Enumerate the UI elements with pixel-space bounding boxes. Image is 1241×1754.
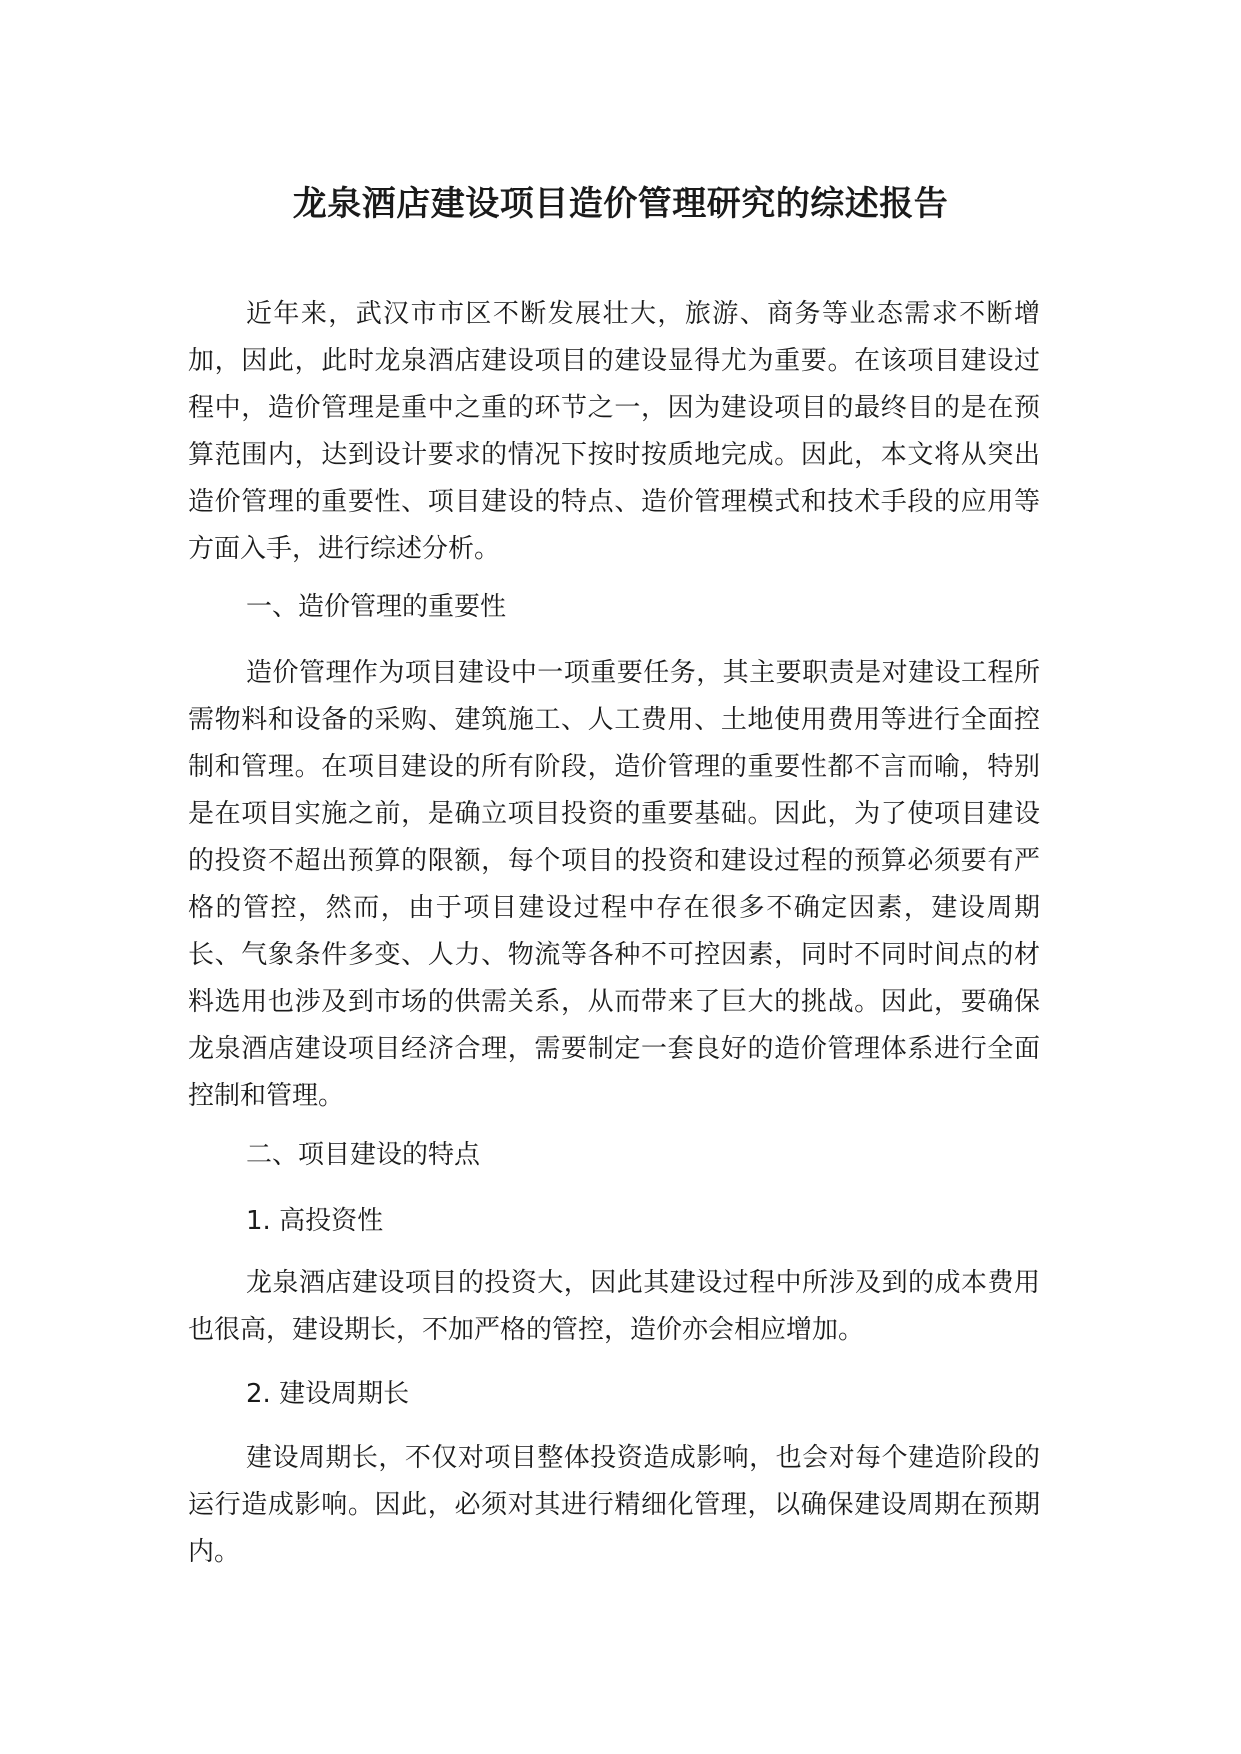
intro-paragraph: 近年来，武汉市市区不断发展壮大，旅游、商务等业态需求不断增加，因此，此时龙泉酒店建设项目的建设显得尤为重要。在该项目建设过程中，造价管理是重中之重的环节之一，因为建设项目的最终目的是在预算范围内，达到设计要求的情况下按时按质地完成。因此，本文将从突出造价管理的重要性、项目建设的特点、造价管理模式和技术手段的应用等方面入手，进行综述分析。: [188, 299, 1040, 564]
section-heading-features: 二、项目建设的特点: [246, 1140, 481, 1170]
long-construction-period-paragraph: 建设周期长，不仅对项目整体投资造成影响，也会对每个建造阶段的运行造成影响。因此，必须对其进行精细化管理，以确保建设周期在预期内。: [188, 1443, 1040, 1567]
subheading-high-investment: 1. 高投资性: [246, 1206, 384, 1236]
section-heading-importance: 一、造价管理的重要性: [246, 592, 507, 622]
document-title: 龙泉酒店建设项目造价管理研究的综述报告: [292, 184, 949, 224]
section-importance-paragraph: 造价管理作为项目建设中一项重要任务，其主要职责是对建设工程所需物料和设备的采购、建筑施工、人工费用、土地使用费用等进行全面控制和管理。在项目建设的所有阶段，造价管理的重要性都不言而喻，特别是在项目实施之前，是确立项目投资的重要基础。因此，为了使项目建设的投资不超出预算的限额，每个项目的投资和建设过程的预算必须要有严格的管控，然而，由于项目建设过程中存在很多不确定因素，建设周期长、气象条件多变、人力、物流等各种不可控因素，同时不同时间点的材料选用也涉及到市场的供需关系，从而带来了巨大的挑战。因此，要确保龙泉酒店建设项目经济合理，需要制定一套良好的造价管理体系进行全面控制和管理。: [188, 658, 1040, 1111]
high-investment-paragraph: 龙泉酒店建设项目的投资大，因此其建设过程中所涉及到的成本费用也很高，建设期长，不加严格的管控，造价亦会相应增加。: [188, 1268, 1040, 1345]
subheading-long-construction-period: 2. 建设周期长: [246, 1379, 410, 1409]
